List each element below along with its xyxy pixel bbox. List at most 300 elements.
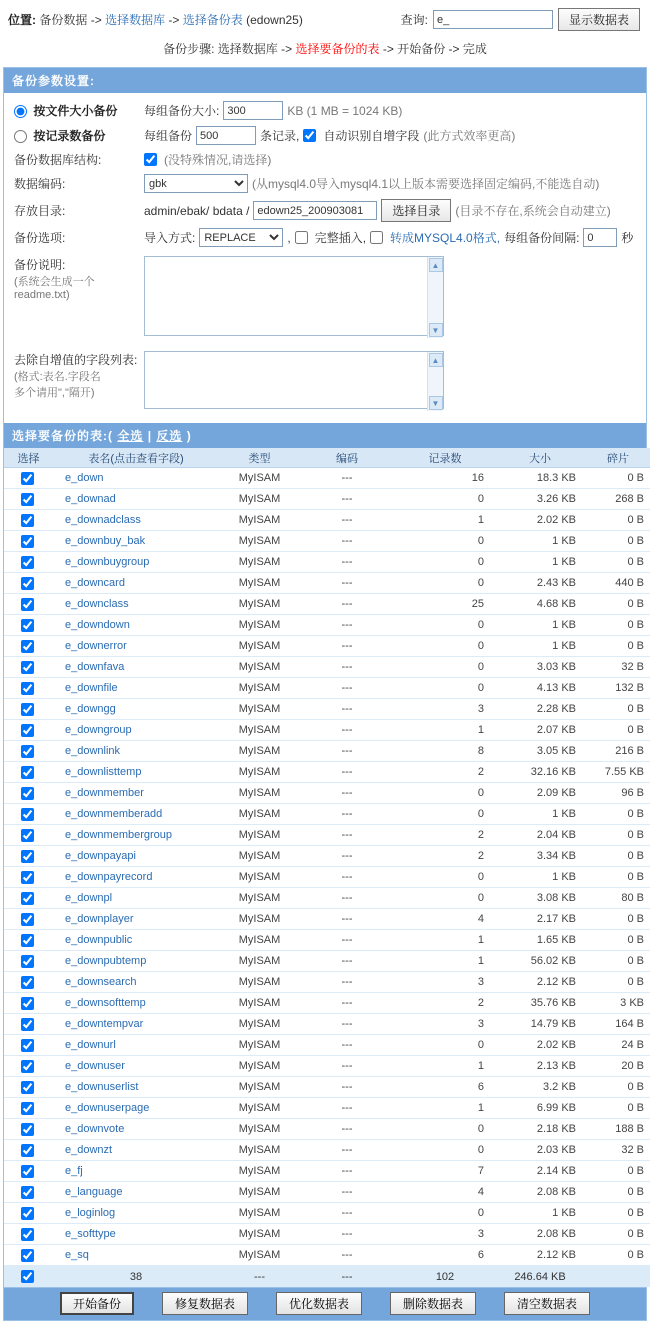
- by-size-option: [4, 102, 144, 119]
- table-row: [4, 1119, 650, 1140]
- row-encoding: ---: [300, 783, 394, 804]
- row-select-checkbox[interactable]: [21, 913, 34, 926]
- row-frag: 440 B: [584, 573, 650, 594]
- select-all-link[interactable]: 全选: [117, 429, 144, 443]
- row-size: 2.02 KB: [496, 1035, 584, 1056]
- group-size-hint: KB (1 MB = 1024 KB): [287, 103, 403, 118]
- row-select-checkbox[interactable]: [21, 535, 34, 548]
- table-name-link[interactable]: e_fj: [65, 1165, 83, 1177]
- row-select-checkbox[interactable]: [21, 1228, 34, 1241]
- table-name-link[interactable]: e_downclass: [65, 598, 129, 610]
- directory-input[interactable]: [253, 201, 377, 220]
- row-size: 2.18 KB: [496, 1119, 584, 1140]
- params-section-header: 备份参数设置:: [4, 68, 646, 93]
- table-row: [4, 888, 650, 909]
- row-records: 2: [394, 993, 496, 1014]
- row-type: MyISAM: [219, 594, 300, 615]
- row-encoding: ---: [300, 1098, 394, 1119]
- row-encoding: ---: [300, 1161, 394, 1182]
- row-type: MyISAM: [219, 489, 300, 510]
- description-scrollbar[interactable]: [427, 257, 443, 338]
- row-frag: 0 B: [584, 1245, 650, 1266]
- table-row: [4, 510, 650, 531]
- row-size: 2.04 KB: [496, 825, 584, 846]
- table-row: [4, 783, 650, 804]
- table-name-link[interactable]: e_downad: [65, 493, 116, 505]
- table-row: [4, 573, 650, 594]
- tables-title: 选择要备份的表:(: [12, 429, 113, 443]
- tables-title-end: ): [186, 429, 192, 443]
- row-frag: 0 B: [584, 552, 650, 573]
- row-type: MyISAM: [219, 678, 300, 699]
- row-select-checkbox[interactable]: [21, 766, 34, 779]
- row-frag: 0 B: [584, 636, 650, 657]
- row-select-checkbox[interactable]: [21, 661, 34, 674]
- col-header-select: 选择: [4, 448, 53, 468]
- row-size: 1 KB: [496, 552, 584, 573]
- row-size: 2.12 KB: [496, 972, 584, 993]
- structure-hint: (没特殊情况,请选择): [164, 153, 272, 167]
- table-name-link[interactable]: e_downpubtemp: [65, 955, 147, 967]
- by-size-radio[interactable]: [14, 105, 27, 118]
- table-name-link[interactable]: e_downsearch: [65, 976, 137, 988]
- row-size: 18.3 KB: [496, 468, 584, 489]
- interval-suffix: 秒: [621, 231, 634, 245]
- description-hint: (系统会生成一个readme.txt): [14, 276, 95, 301]
- row-select-checkbox[interactable]: [21, 472, 34, 485]
- table-name-link[interactable]: e_downurl: [65, 1039, 116, 1051]
- noinc-label-block: [4, 351, 144, 400]
- row-records: 2: [394, 762, 496, 783]
- table-name-link[interactable]: e_downadclass: [65, 514, 141, 526]
- by-records-option: [4, 127, 144, 144]
- row-size: 2.14 KB: [496, 1161, 584, 1182]
- table-row: [4, 594, 650, 615]
- row-records: 0: [394, 678, 496, 699]
- row-encoding: ---: [300, 1224, 394, 1245]
- row-encoding: ---: [300, 825, 394, 846]
- row-type: MyISAM: [219, 1035, 300, 1056]
- group-size-input[interactable]: [223, 101, 283, 120]
- options-label: 备份选项:: [14, 231, 66, 245]
- row-encoding: ---: [300, 552, 394, 573]
- row-records: 4: [394, 909, 496, 930]
- by-size-label: 按文件大小备份: [33, 104, 118, 118]
- table-name-link[interactable]: e_loginlog: [65, 1207, 116, 1219]
- noinc-label: 去除自增值的字段列表:: [14, 353, 138, 367]
- noinc-hint1: (格式:表名.字段名: [14, 371, 101, 383]
- table-name-link[interactable]: e_downerror: [65, 640, 127, 652]
- col-header-encoding: 编码: [300, 448, 394, 468]
- row-select-checkbox[interactable]: [21, 1207, 34, 1220]
- row-select-checkbox[interactable]: [21, 1144, 34, 1157]
- row-frag: 0 B: [584, 1161, 650, 1182]
- crumb-arrow: ->: [168, 13, 180, 27]
- table-row: [4, 1161, 650, 1182]
- invert-selection-link[interactable]: 反选: [156, 429, 183, 443]
- row-frag: 0 B: [584, 825, 650, 846]
- mysql40-checkbox[interactable]: [370, 231, 383, 244]
- tables-table: [4, 448, 650, 1287]
- show-tables-button[interactable]: 显示数据表: [558, 8, 640, 31]
- table-name-link[interactable]: e_downlink: [65, 745, 121, 757]
- row-encoding: ---: [300, 1035, 394, 1056]
- row-records: 0: [394, 783, 496, 804]
- main-panel: [3, 67, 647, 1321]
- row-records: 3: [394, 972, 496, 993]
- row-records: 2: [394, 846, 496, 867]
- row-select-checkbox[interactable]: [21, 1123, 34, 1136]
- optimize-tables-button[interactable]: 优化数据表: [276, 1292, 362, 1315]
- row-size: 4.68 KB: [496, 594, 584, 615]
- row-size: 2.07 KB: [496, 720, 584, 741]
- row-records: 1: [394, 930, 496, 951]
- encoding-select[interactable]: [144, 174, 248, 193]
- row-size: 1.65 KB: [496, 930, 584, 951]
- row-frag: 132 B: [584, 678, 650, 699]
- directory-prefix: admin/ebak/ bdata /: [144, 203, 250, 218]
- summary-encoding: ---: [300, 1266, 394, 1288]
- row-records: 1: [394, 1098, 496, 1119]
- row-select-checkbox[interactable]: [21, 577, 34, 590]
- row-select-checkbox[interactable]: [21, 745, 34, 758]
- row-select-checkbox[interactable]: [21, 850, 34, 863]
- choose-directory-button[interactable]: 选择目录: [381, 199, 451, 222]
- breadcrumb: [8, 11, 303, 28]
- row-select-checkbox[interactable]: [21, 808, 34, 821]
- row-encoding: ---: [300, 993, 394, 1014]
- row-select-checkbox[interactable]: [21, 1165, 34, 1178]
- row-select-checkbox[interactable]: [21, 1081, 34, 1094]
- table-row: [4, 972, 650, 993]
- row-records: 8: [394, 741, 496, 762]
- table-name-link[interactable]: e_downdown: [65, 619, 130, 631]
- row-records: 0: [394, 552, 496, 573]
- summary-frag: [584, 1266, 650, 1288]
- scroll-down-icon[interactable]: ▼: [429, 396, 443, 410]
- row-type: MyISAM: [219, 1224, 300, 1245]
- row-type: MyISAM: [219, 1077, 300, 1098]
- table-row: [4, 762, 650, 783]
- table-name-link[interactable]: e_downvote: [65, 1123, 125, 1135]
- row-type: MyISAM: [219, 972, 300, 993]
- row-type: MyISAM: [219, 657, 300, 678]
- row-select-checkbox[interactable]: [21, 724, 34, 737]
- start-backup-button[interactable]: 开始备份: [60, 1292, 134, 1315]
- row-frag: 3 KB: [584, 993, 650, 1014]
- row-select-checkbox[interactable]: [21, 997, 34, 1010]
- description-textarea[interactable]: [144, 256, 444, 336]
- row-records: 1: [394, 1056, 496, 1077]
- table-row: [4, 657, 650, 678]
- full-insert-checkbox[interactable]: [295, 231, 308, 244]
- row-type: MyISAM: [219, 1119, 300, 1140]
- table-name-link[interactable]: e_downuserpage: [65, 1102, 150, 1114]
- row-select-checkbox[interactable]: [21, 682, 34, 695]
- table-row: [4, 678, 650, 699]
- row-select-checkbox[interactable]: [21, 976, 34, 989]
- table-name-link[interactable]: e_down: [65, 472, 104, 484]
- row-encoding: ---: [300, 846, 394, 867]
- noinc-scrollbar[interactable]: [427, 352, 443, 411]
- row-type: MyISAM: [219, 951, 300, 972]
- params-form: [4, 93, 646, 423]
- row-size: 2.12 KB: [496, 1245, 584, 1266]
- interval-label: 每组备份间隔:: [504, 231, 580, 245]
- table-name-link[interactable]: e_sq: [65, 1249, 89, 1261]
- table-name-link[interactable]: e_downlisttemp: [65, 766, 142, 778]
- table-name-link[interactable]: e_downpl: [65, 892, 113, 904]
- row-type: MyISAM: [219, 762, 300, 783]
- table-name-link[interactable]: e_downpayapi: [65, 850, 136, 862]
- import-mode-select[interactable]: [199, 228, 283, 247]
- row-size: 2.08 KB: [496, 1224, 584, 1245]
- row-select-checkbox[interactable]: [21, 871, 34, 884]
- search-box: [401, 8, 640, 31]
- table-name-link[interactable]: e_downgg: [65, 703, 116, 715]
- table-row: [4, 1035, 650, 1056]
- row-size: 3.03 KB: [496, 657, 584, 678]
- row-type: MyISAM: [219, 741, 300, 762]
- row-select-checkbox[interactable]: [21, 1186, 34, 1199]
- row-select-checkbox[interactable]: [21, 1102, 34, 1115]
- scroll-down-icon[interactable]: ▼: [429, 323, 443, 337]
- table-row: [4, 1245, 650, 1266]
- noinc-textarea[interactable]: [144, 351, 444, 409]
- tables-section-header: [4, 423, 646, 448]
- row-size: 2.08 KB: [496, 1182, 584, 1203]
- col-header-name: 表名(点击查看字段): [53, 448, 219, 468]
- row-type: MyISAM: [219, 615, 300, 636]
- row-size: 1 KB: [496, 1203, 584, 1224]
- table-name-link[interactable]: e_downsofttemp: [65, 997, 146, 1009]
- row-frag: 32 B: [584, 1140, 650, 1161]
- row-records: 0: [394, 615, 496, 636]
- encoding-label: 数据编码:: [14, 177, 66, 191]
- row-frag: 0 B: [584, 1077, 650, 1098]
- row-select-checkbox[interactable]: [21, 619, 34, 632]
- row-frag: 80 B: [584, 888, 650, 909]
- row-type: MyISAM: [219, 573, 300, 594]
- row-type: MyISAM: [219, 699, 300, 720]
- table-name-link[interactable]: e_downfile: [65, 682, 118, 694]
- row-records: 0: [394, 489, 496, 510]
- auto-increment-checkbox[interactable]: [303, 129, 316, 142]
- row-frag: 0 B: [584, 972, 650, 993]
- row-type: MyISAM: [219, 510, 300, 531]
- table-name-link[interactable]: e_softtype: [65, 1228, 116, 1240]
- row-type: MyISAM: [219, 993, 300, 1014]
- scroll-up-icon[interactable]: ▲: [429, 353, 443, 367]
- row-type: MyISAM: [219, 720, 300, 741]
- row-records: 1: [394, 951, 496, 972]
- row-size: 14.79 KB: [496, 1014, 584, 1035]
- auto-increment-hint: (此方式效率更高): [423, 129, 516, 143]
- table-name-link[interactable]: e_downpayrecord: [65, 871, 153, 883]
- row-frag: 0 B: [584, 594, 650, 615]
- crumb-arrow: ->: [90, 13, 102, 27]
- table-name-link[interactable]: e_downtempvar: [65, 1018, 144, 1030]
- table-name-link[interactable]: e_downzt: [65, 1144, 113, 1156]
- crumb-db-link[interactable]: 选择数据库: [105, 13, 166, 27]
- row-select-checkbox[interactable]: [21, 829, 34, 842]
- crumb-table-link[interactable]: 选择备份表: [182, 13, 243, 27]
- row-select-checkbox[interactable]: [21, 934, 34, 947]
- row-select-checkbox[interactable]: [21, 955, 34, 968]
- row-select-checkbox[interactable]: [21, 1060, 34, 1073]
- row-select-checkbox[interactable]: [21, 1018, 34, 1031]
- row-select-checkbox[interactable]: [21, 556, 34, 569]
- row-encoding: ---: [300, 972, 394, 993]
- row-encoding: ---: [300, 1245, 394, 1266]
- crumb-root: 备份数据: [39, 13, 88, 27]
- table-row: [4, 531, 650, 552]
- row-frag: 24 B: [584, 1035, 650, 1056]
- row-encoding: ---: [300, 1140, 394, 1161]
- col-header-type: 类型: [219, 448, 300, 468]
- summary-row: [4, 1266, 650, 1288]
- description-label: 备份说明:: [14, 258, 66, 272]
- row-select-checkbox[interactable]: [21, 1249, 34, 1262]
- encoding-hint: (从mysql4.0导入mysql4.1以上版本需要选择固定编码,不能选自动): [252, 177, 600, 191]
- structure-label: 备份数据库结构:: [14, 153, 102, 167]
- row-select-checkbox[interactable]: [21, 787, 34, 800]
- row-records: 1: [394, 720, 496, 741]
- row-type: MyISAM: [219, 930, 300, 951]
- row-select-checkbox[interactable]: [21, 493, 34, 506]
- steps-label: 备份步骤:: [163, 42, 215, 56]
- row-encoding: ---: [300, 531, 394, 552]
- row-frag: 0 B: [584, 615, 650, 636]
- row-size: 2.03 KB: [496, 1140, 584, 1161]
- records-mid: 条记录,: [260, 129, 300, 143]
- row-type: MyISAM: [219, 1056, 300, 1077]
- row-encoding: ---: [300, 930, 394, 951]
- structure-checkbox[interactable]: [144, 153, 157, 166]
- row-size: 2.17 KB: [496, 909, 584, 930]
- row-select-checkbox[interactable]: [21, 1039, 34, 1052]
- row-type: MyISAM: [219, 1203, 300, 1224]
- row-records: 1: [394, 510, 496, 531]
- row-encoding: ---: [300, 720, 394, 741]
- row-frag: 0 B: [584, 951, 650, 972]
- records-count-input[interactable]: [196, 126, 256, 145]
- table-row: [4, 699, 650, 720]
- row-encoding: ---: [300, 594, 394, 615]
- row-type: MyISAM: [219, 1014, 300, 1035]
- row-encoding: ---: [300, 615, 394, 636]
- scroll-up-icon[interactable]: ▲: [429, 258, 443, 272]
- table-name-link[interactable]: e_downfava: [65, 661, 125, 673]
- table-row: [4, 846, 650, 867]
- row-records: 0: [394, 573, 496, 594]
- search-label: 查询:: [400, 13, 428, 27]
- table-row: [4, 1056, 650, 1077]
- row-size: 2.13 KB: [496, 1056, 584, 1077]
- row-type: MyISAM: [219, 531, 300, 552]
- row-type: MyISAM: [219, 468, 300, 489]
- row-size: 3.05 KB: [496, 741, 584, 762]
- table-name-link[interactable]: e_downcard: [65, 577, 125, 589]
- row-encoding: ---: [300, 1014, 394, 1035]
- table-row: [4, 1098, 650, 1119]
- table-row: [4, 1014, 650, 1035]
- delete-tables-button[interactable]: 删除数据表: [390, 1292, 476, 1315]
- row-encoding: ---: [300, 1182, 394, 1203]
- table-name-link[interactable]: e_downgroup: [65, 724, 132, 736]
- import-mode-label: 导入方式:: [144, 231, 196, 245]
- table-row: [4, 825, 650, 846]
- interval-input[interactable]: [583, 228, 617, 247]
- row-size: 2.09 KB: [496, 783, 584, 804]
- row-records: 3: [394, 699, 496, 720]
- by-records-radio[interactable]: [14, 130, 27, 143]
- table-row: [4, 468, 650, 489]
- row-type: MyISAM: [219, 804, 300, 825]
- repair-tables-button[interactable]: 修复数据表: [162, 1292, 248, 1315]
- directory-label: 存放目录:: [14, 204, 66, 218]
- records-count-label: 每组备份: [144, 129, 193, 143]
- row-frag: 0 B: [584, 1098, 650, 1119]
- mysql40-link[interactable]: 转成MYSQL4.0格式,: [390, 231, 501, 245]
- row-select-checkbox[interactable]: [21, 514, 34, 527]
- row-records: 0: [394, 1140, 496, 1161]
- row-select-checkbox[interactable]: [21, 703, 34, 716]
- row-frag: 32 B: [584, 657, 650, 678]
- row-frag: 164 B: [584, 1014, 650, 1035]
- table-name-link[interactable]: e_downbuygroup: [65, 556, 150, 568]
- row-frag: 0 B: [584, 846, 650, 867]
- row-type: MyISAM: [219, 867, 300, 888]
- truncate-tables-button[interactable]: 清空数据表: [504, 1292, 590, 1315]
- table-name-link[interactable]: e_downplayer: [65, 913, 134, 925]
- table-name-link[interactable]: e_downuser: [65, 1060, 125, 1072]
- table-name-link[interactable]: e_downpublic: [65, 934, 133, 946]
- table-name-link[interactable]: e_downmember: [65, 787, 144, 799]
- row-type: MyISAM: [219, 636, 300, 657]
- table-name-link[interactable]: e_downmembergroup: [65, 829, 173, 841]
- row-select-checkbox[interactable]: [21, 598, 34, 611]
- table-name-link[interactable]: e_downbuy_bak: [65, 535, 146, 547]
- row-size: 2.02 KB: [496, 510, 584, 531]
- step-select-db: 选择数据库: [217, 42, 278, 56]
- table-name-link[interactable]: e_downmemberadd: [65, 808, 163, 820]
- table-name-link[interactable]: e_language: [65, 1186, 123, 1198]
- row-frag: 216 B: [584, 741, 650, 762]
- by-records-label: 按记录数备份: [33, 129, 106, 143]
- step-arrow: ->: [281, 42, 293, 56]
- row-size: 56.02 KB: [496, 951, 584, 972]
- row-records: 0: [394, 888, 496, 909]
- summary-checkbox[interactable]: [21, 1270, 34, 1283]
- row-size: 3.2 KB: [496, 1077, 584, 1098]
- search-input[interactable]: [433, 10, 553, 29]
- row-type: MyISAM: [219, 1182, 300, 1203]
- row-size: 1 KB: [496, 804, 584, 825]
- row-records: 25: [394, 594, 496, 615]
- row-size: 2.43 KB: [496, 573, 584, 594]
- row-type: MyISAM: [219, 1140, 300, 1161]
- row-frag: 0 B: [584, 720, 650, 741]
- row-select-checkbox[interactable]: [21, 640, 34, 653]
- row-select-checkbox[interactable]: [21, 892, 34, 905]
- table-row: [4, 1077, 650, 1098]
- row-frag: 0 B: [584, 867, 650, 888]
- row-encoding: ---: [300, 951, 394, 972]
- row-records: 0: [394, 804, 496, 825]
- table-name-link[interactable]: e_downuserlist: [65, 1081, 139, 1093]
- row-size: 4.13 KB: [496, 678, 584, 699]
